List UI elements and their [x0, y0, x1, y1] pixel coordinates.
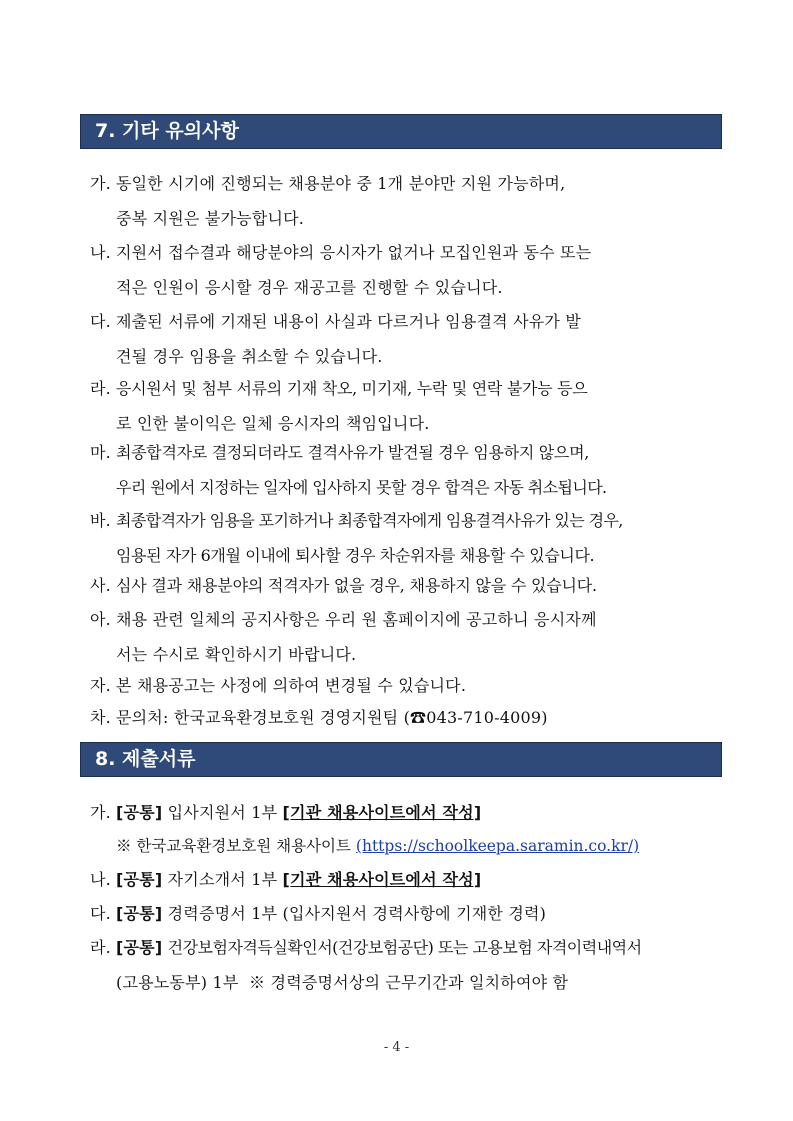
doc-item-na — [90, 863, 722, 898]
item-text: 경력증명서 1부 (입사지원서 경력사항에 기재한 경력) — [167, 904, 547, 923]
doc-item-ra — [90, 931, 722, 1000]
item-text-cont: 적은 인원이 응시할 경우 재공고를 진행할 수 있습니다. — [116, 277, 503, 297]
recruit-site-link[interactable]: (https://schoolkeepa.saramin.co.kr/) — [355, 837, 640, 855]
contact-text: 문의처: 한국교육환경보호원 경영지원팀 (☎043-710-4009) — [116, 708, 548, 727]
section-7-header: 7. 기타 유의사항 — [80, 114, 722, 149]
list-item-sa — [90, 569, 722, 604]
item-text-cont: (고용노동부) 1부 ※ 경력증명서상의 근무기간과 일치하여야 함 — [116, 972, 569, 992]
item-marker: 마. — [90, 443, 111, 462]
section-8-header: 8. 제출서류 — [80, 742, 722, 777]
item-text: 본 채용공고는 사정에 의하여 변경될 수 있습니다. — [116, 676, 467, 695]
item-text-cont: 임용된 자가 6개월 이내에 퇴사할 경우 차순위자를 채용할 수 있습니다. — [116, 545, 595, 565]
page-number: - 4 - — [383, 1040, 410, 1055]
list-item-ra — [90, 372, 722, 441]
item-marker: 다. — [90, 904, 111, 923]
item-text: 심사 결과 채용분야의 적격자가 없을 경우, 채용하지 않을 수 있습니다. — [116, 576, 597, 595]
common-tag: [공통] — [116, 904, 163, 923]
item-text: 지원서 접수결과 해당분야의 응시자가 없거나 모집인원과 동수 또는 — [116, 243, 592, 262]
item-marker: 다. — [90, 312, 111, 331]
item-marker: 가. — [90, 174, 111, 193]
list-item-ga — [90, 167, 722, 236]
item-marker: 라. — [90, 379, 111, 398]
doc-item-da — [90, 897, 722, 932]
site-write-label: [기관 채용사이트에서 작성] — [282, 803, 482, 822]
item-text-cont: 서는 수시로 확인하시기 바랍니다. — [116, 644, 357, 664]
doc-item-ga — [90, 796, 722, 831]
item-marker: 아. — [90, 610, 111, 629]
note-text: ※ 한국교육환경보호원 채용사이트 — [116, 837, 351, 855]
item-marker: 나. — [90, 870, 111, 889]
item-marker: 라. — [90, 938, 111, 957]
item-text: 최종합격자가 임용을 포기하거나 최종합격자에게 임용결격사유가 있는 경우, — [116, 511, 623, 530]
item-marker: 차. — [90, 708, 111, 727]
list-item-a — [90, 603, 722, 672]
list-item-da — [90, 305, 722, 374]
item-text: 응시원서 및 첨부 서류의 기재 착오, 미기재, 누락 및 연락 불가능 등으 — [116, 379, 588, 398]
item-text: 동일한 시기에 진행되는 채용분야 중 1개 분야만 지원 가능하며, — [116, 174, 566, 193]
item-marker: 바. — [90, 511, 111, 530]
list-item-ja — [90, 669, 722, 704]
site-write-label: [기관 채용사이트에서 작성] — [282, 870, 482, 889]
item-marker: 자. — [90, 676, 111, 695]
item-marker: 사. — [90, 576, 111, 595]
item-text: 제출된 서류에 기재된 내용이 사실과 다르거나 임용결격 사유가 발 — [116, 312, 582, 331]
item-text-cont: 견될 경우 임용을 취소할 수 있습니다. — [116, 346, 383, 366]
item-text-cont: 로 인한 불이익은 일체 응시자의 책임입니다. — [116, 413, 430, 433]
list-item-ba — [90, 504, 722, 573]
list-item-cha — [90, 701, 722, 736]
item-text: 입사지원서 1부 — [167, 803, 278, 822]
site-note — [116, 829, 639, 863]
item-text: 자기소개서 1부 — [167, 870, 278, 889]
item-text-cont: 우리 원에서 지정하는 일자에 입사하지 못할 경우 합격은 자동 취소됩니다. — [116, 477, 607, 497]
common-tag: [공통] — [116, 803, 163, 822]
item-text: 최종합격자로 결정되더라도 결격사유가 발견될 경우 임용하지 않으며, — [116, 443, 590, 462]
item-text: 건강보험자격득실확인서(건강보험공단) 또는 고용보험 자격이력내역서 — [167, 938, 642, 957]
common-tag: [공통] — [116, 870, 163, 889]
list-item-na — [90, 236, 722, 305]
item-text-cont: 중복 지원은 불가능합니다. — [116, 208, 305, 228]
item-marker: 나. — [90, 243, 111, 262]
common-tag: [공통] — [116, 938, 163, 957]
item-text: 채용 관련 일체의 공지사항은 우리 원 홈페이지에 공고하니 응시자께 — [116, 610, 597, 629]
list-item-ma — [90, 436, 722, 505]
item-marker: 가. — [90, 803, 111, 822]
